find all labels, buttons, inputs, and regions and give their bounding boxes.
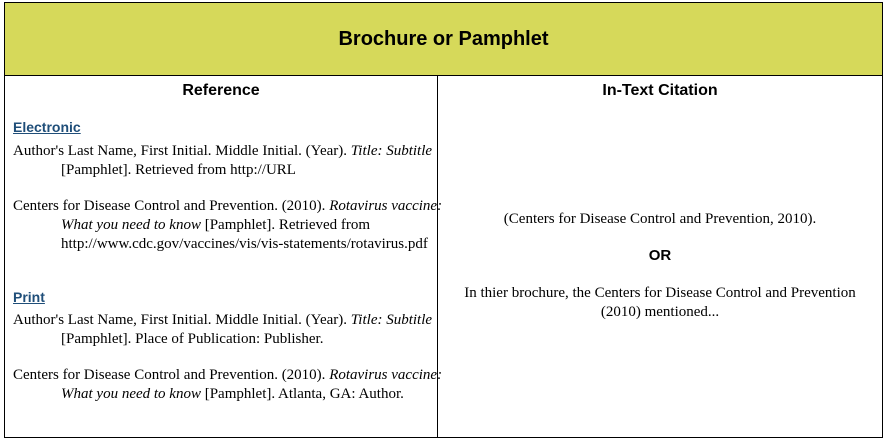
reference-header: Reference [182,82,260,99]
print-heading: Print [13,289,45,305]
citation-table [4,2,883,438]
electronic-example-entry: Centers for Disease Control and Prevention. (2010). Rotavirus vaccine: What you need to know [Pamphlet]. Retrieved from http://www.cdc.gov/vaccines/vis/vis-statements/rotavirus.pdf [13,198,443,252]
parenthetical-citation: (Centers for Disease Control and Prevention, 2010). [503,211,817,227]
in-text-header: In-Text Citation [602,82,718,99]
title-row [5,3,882,76]
electronic-heading: Electronic [13,119,81,135]
in-text-column [438,76,882,437]
electronic-template-entry: Author's Last Name, First Initial. Middle Initial. (Year). Title: Subtitle [Pamphlet]. Retrieved from http://URL [13,143,433,178]
narrative-citation: In thier brochure, the Centers for Disease Control and Prevention (2010) mentioned... [464,285,856,320]
print-example-entry: Centers for Disease Control and Prevention. (2010). Rotavirus vaccine: What you need to know [Pamphlet]. Atlanta, GA: Author. [13,367,443,402]
or-separator: OR [648,247,672,264]
table-title: Brochure or Pamphlet [338,27,549,50]
reference-column [5,76,443,437]
print-template-entry: Author's Last Name, First Initial. Middle Initial. (Year). Title: Subtitle [Pamphlet]. Place of Publication: Publisher. [13,312,433,347]
